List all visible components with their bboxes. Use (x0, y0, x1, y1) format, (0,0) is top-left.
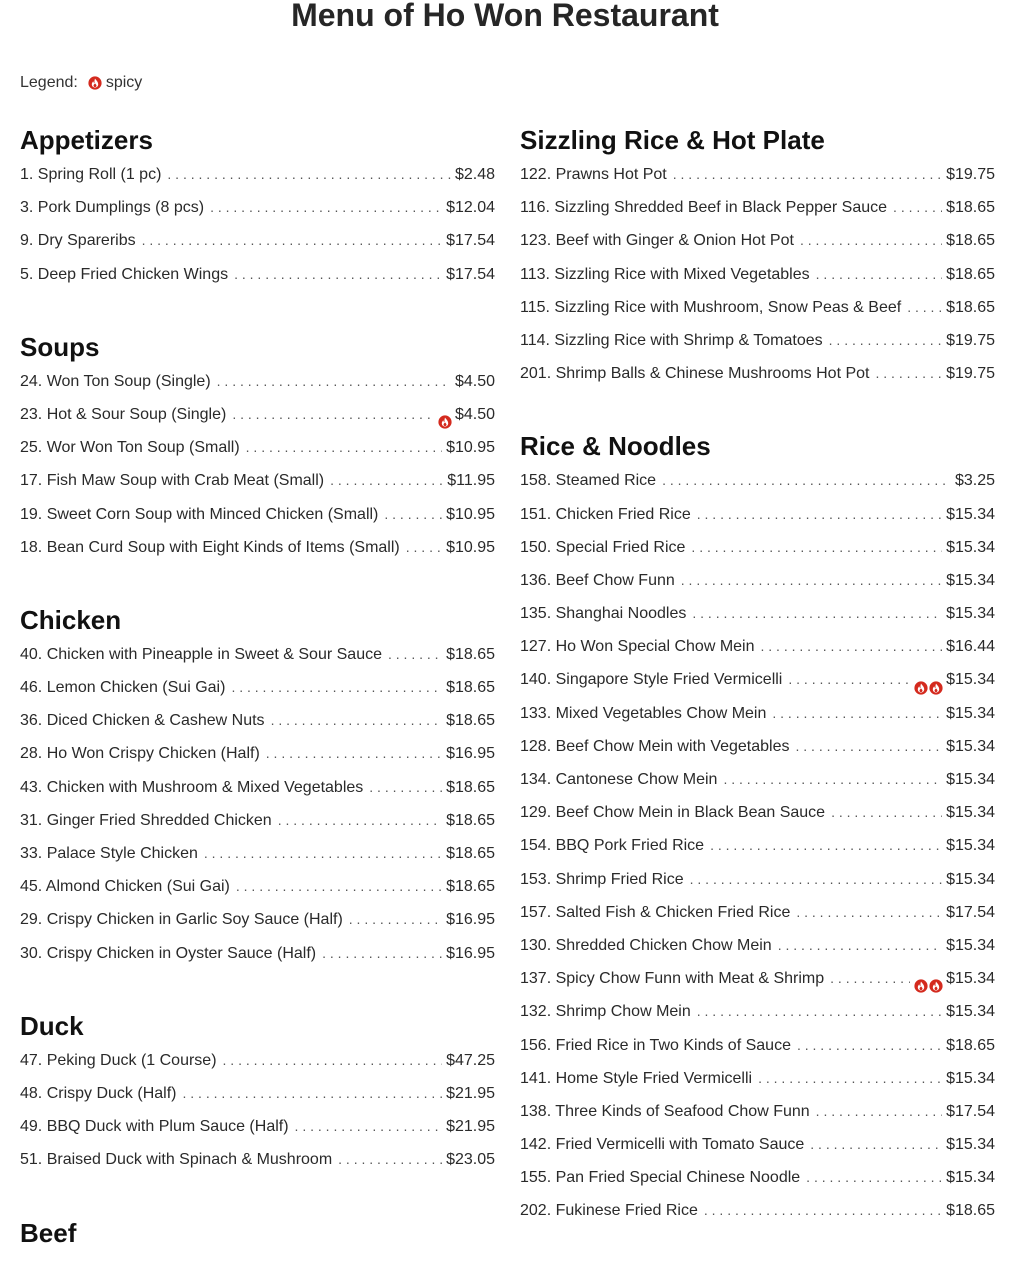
dot-leader (893, 199, 942, 215)
right-column (520, 124, 995, 1268)
legend (20, 74, 142, 92)
menu-item-name: 115. Sizzling Rice with Mushroom, Snow Peas & Beef (520, 298, 902, 316)
menu-item-price: $15.34 (946, 771, 995, 788)
dot-leader (788, 671, 910, 687)
dot-leader (681, 572, 942, 588)
menu-item-price: $18.65 (446, 845, 495, 862)
menu-item (520, 1136, 995, 1169)
menu-item (520, 166, 995, 199)
menu-item-name: 3. Pork Dumplings (8 pcs) (20, 199, 205, 217)
menu-item-price: $18.65 (946, 1202, 995, 1220)
menu-item (520, 771, 995, 804)
menu-item (20, 712, 495, 745)
menu-item-price: $18.65 (946, 232, 995, 250)
dot-leader (691, 539, 942, 555)
dot-leader (662, 472, 951, 488)
menu-item-price: $15.34 (946, 1136, 995, 1154)
flame-icon (914, 978, 928, 996)
menu-item-price: $16.95 (446, 944, 495, 962)
menu-item (520, 1103, 995, 1136)
menu-item (20, 745, 495, 778)
menu-item-price: $15.34 (946, 737, 995, 755)
menu-item (20, 472, 495, 505)
menu-item-name: 133. Mixed Vegetables Chow Mein (520, 704, 767, 722)
menu-item-name: 129. Beef Chow Mein in Black Bean Sauce (520, 804, 826, 822)
flame-icon (88, 74, 102, 92)
dot-leader (710, 837, 942, 853)
menu-item-name: 130. Shredded Chicken Chow Mein (520, 936, 772, 954)
dot-leader (330, 472, 443, 488)
dot-leader (907, 299, 942, 315)
dot-leader (271, 712, 443, 728)
menu-item-price: $19.75 (946, 166, 995, 183)
dot-leader (797, 1037, 942, 1053)
menu-item-price: $47.25 (446, 1051, 495, 1069)
dot-leader (690, 871, 942, 887)
dot-leader (349, 911, 442, 927)
menu-item-name: 30. Crispy Chicken in Oyster Sauce (Half) (20, 944, 317, 962)
menu-section (20, 124, 495, 299)
dot-leader (830, 970, 910, 986)
dot-leader (142, 232, 442, 248)
menu-item-name: 202. Fukinese Fried Rice (520, 1202, 698, 1220)
menu-item-price: $18.65 (946, 265, 995, 283)
menu-item-name: 140. Singapore Style Fried Vermicelli (520, 671, 783, 689)
menu-item-price: $16.95 (446, 911, 495, 929)
menu-item-name: 154. BBQ Pork Fried Rice (520, 837, 705, 855)
menu-item-price: $18.65 (946, 199, 995, 217)
menu-item (520, 837, 995, 870)
menu-item (520, 1070, 995, 1103)
menu-item-price: $10.95 (446, 439, 495, 457)
menu-item-price: $17.54 (446, 232, 495, 250)
menu-item (20, 373, 495, 406)
menu-item (520, 332, 995, 365)
menu-item-name: 150. Special Fried Rice (520, 538, 686, 556)
menu-item (520, 705, 995, 738)
menu-item-name: 157. Salted Fish & Chicken Fried Rice (520, 903, 791, 921)
menu-item-name: 9. Dry Spareribs (20, 232, 136, 250)
menu-item (520, 970, 995, 1003)
menu-item-name: 114. Sizzling Rice with Shrimp & Tomatoes (520, 331, 823, 349)
dot-leader (384, 506, 442, 522)
dot-leader (796, 904, 942, 920)
menu-item-name: 136. Beef Chow Funn (520, 571, 675, 589)
menu-item-price: $18.65 (446, 778, 495, 796)
menu-item-name: 141. Home Style Fried Vermicelli (520, 1069, 753, 1087)
menu-item-price: $21.95 (446, 1118, 495, 1136)
menu-item (520, 365, 995, 398)
menu-item-name: 47. Peking Duck (1 Course) (20, 1051, 217, 1069)
menu-item-name: 156. Fried Rice in Two Kinds of Sauce (520, 1036, 791, 1054)
spicy-indicator (438, 414, 452, 432)
menu-item-price: $18.65 (446, 679, 495, 697)
menu-item-name: 113. Sizzling Rice with Mixed Vegetables (520, 265, 810, 283)
menu-item (20, 1085, 495, 1118)
menu-item (520, 199, 995, 232)
dot-leader (246, 439, 442, 455)
menu-item-price: $15.34 (946, 538, 995, 556)
dot-leader (369, 779, 442, 795)
menu-item (520, 266, 995, 299)
menu-item-name: 1. Spring Roll (1 pc) (20, 166, 162, 183)
dot-leader (800, 232, 942, 248)
menu-item-name: 122. Prawns Hot Pot (520, 166, 667, 183)
dot-leader (697, 506, 942, 522)
menu-item (520, 871, 995, 904)
menu-item-price: $15.34 (946, 1003, 995, 1021)
menu-item-price: $10.95 (446, 538, 495, 556)
menu-item-price: $15.34 (946, 936, 995, 954)
menu-item-name: 28. Ho Won Crispy Chicken (Half) (20, 745, 260, 763)
menu-item-name: 51. Braised Duck with Spinach & Mushroom (20, 1151, 333, 1169)
menu-item (520, 1169, 995, 1202)
legend-label: Legend: (20, 74, 78, 91)
menu-item-name: 5. Deep Fried Chicken Wings (20, 265, 229, 283)
dot-leader (778, 937, 942, 953)
menu-item-price: $18.65 (946, 1036, 995, 1054)
menu-item-price: $12.04 (446, 199, 495, 217)
menu-item (520, 638, 995, 671)
menu-item-price: $17.54 (946, 903, 995, 921)
menu-section (20, 1217, 495, 1249)
menu-item (20, 845, 495, 878)
menu-item-name: 25. Wor Won Ton Soup (Small) (20, 439, 240, 457)
menu-item (20, 911, 495, 944)
menu-item-price: $15.34 (946, 1169, 995, 1187)
dot-leader (406, 539, 442, 555)
dot-leader (234, 266, 442, 282)
menu-item-price: $16.95 (446, 745, 495, 763)
menu-item-name: 127. Ho Won Special Chow Mein (520, 638, 755, 656)
menu-item (520, 472, 995, 505)
menu-item-price: $11.95 (447, 472, 495, 490)
spicy-indicator (914, 679, 943, 697)
menu-item-price: $18.65 (446, 811, 495, 829)
menu-item (20, 878, 495, 911)
legend-spicy-label: spicy (105, 74, 143, 91)
menu-item (20, 406, 495, 439)
menu-item (20, 266, 495, 299)
menu-item-name: 19. Sweet Corn Soup with Minced Chicken (Small) (20, 505, 379, 523)
menu-section (20, 604, 495, 978)
menu-item (20, 679, 495, 712)
menu-item-price: $23.05 (446, 1151, 495, 1169)
menu-item-name: 135. Shanghai Noodles (520, 605, 687, 623)
menu-item (20, 539, 495, 572)
dot-leader (758, 1070, 942, 1086)
menu-item-name: 116. Sizzling Shredded Beef in Black Pepper Sauce (520, 199, 888, 217)
menu-item-name: 49. BBQ Duck with Plum Sauce (Half) (20, 1118, 289, 1136)
dot-leader (673, 166, 942, 182)
left-column (20, 124, 495, 1281)
menu-item (520, 738, 995, 771)
menu-item-price: $2.48 (454, 166, 495, 183)
dot-leader (182, 1085, 442, 1101)
menu-item-price: $15.34 (946, 870, 995, 888)
dot-leader (796, 738, 943, 754)
menu-item (20, 1118, 495, 1151)
menu-item (520, 804, 995, 837)
dot-leader (875, 365, 942, 381)
dot-leader (266, 745, 442, 761)
menu-item-price: $4.50 (454, 372, 495, 390)
menu-item-price: $16.44 (946, 638, 995, 656)
menu-item (520, 232, 995, 265)
menu-item (520, 299, 995, 332)
menu-item-price: $18.65 (446, 645, 495, 663)
dot-leader (338, 1151, 442, 1167)
menu-item (20, 646, 495, 679)
menu-item-name: 23. Hot & Sour Soup (Single) (20, 405, 227, 423)
menu-item (520, 1037, 995, 1070)
menu-item-price: $18.65 (446, 878, 495, 896)
menu-item-name: 142. Fried Vermicelli with Tomato Sauce (520, 1136, 805, 1154)
menu-section (20, 1010, 495, 1185)
menu-item-price: $19.75 (946, 365, 995, 383)
dot-leader (697, 1003, 942, 1019)
menu-item-name: 48. Crispy Duck (Half) (20, 1084, 177, 1102)
dot-leader (831, 804, 942, 820)
menu-item-name: 46. Lemon Chicken (Sui Gai) (20, 679, 226, 697)
flame-icon (914, 679, 928, 697)
flame-icon (929, 679, 943, 697)
menu-item-price: $4.50 (454, 405, 495, 423)
menu-item (20, 1052, 495, 1085)
menu-item-name: 132. Shrimp Chow Mein (520, 1003, 691, 1021)
menu-item-name: 17. Fish Maw Soup with Crab Meat (Small) (20, 472, 325, 490)
dot-leader (829, 332, 942, 348)
menu-item (20, 232, 495, 265)
menu-section (520, 430, 995, 1235)
menu-item (520, 904, 995, 937)
flame-icon (929, 978, 943, 996)
flame-icon (438, 414, 452, 432)
section-heading: Rice & Noodles (520, 431, 711, 462)
menu-item-name: 43. Chicken with Mushroom & Mixed Vegetables (20, 778, 364, 796)
dot-leader (217, 373, 451, 389)
section-heading: Soups (20, 331, 100, 362)
menu-item-price: $21.95 (446, 1084, 495, 1102)
dot-leader (167, 166, 451, 182)
menu-item-price: $15.34 (946, 970, 995, 988)
menu-item (520, 506, 995, 539)
menu-section (520, 124, 995, 398)
dot-leader (761, 638, 943, 654)
menu-item-name: 45. Almond Chicken (Sui Gai) (20, 878, 230, 896)
menu-item-price: $15.34 (946, 571, 995, 589)
menu-item-price: $18.65 (946, 298, 995, 316)
dot-leader (210, 199, 442, 215)
section-heading: Beef (20, 1217, 77, 1248)
menu-item-name: 201. Shrimp Balls & Chinese Mushrooms Hot Pot (520, 365, 870, 383)
dot-leader (816, 1103, 942, 1119)
section-heading: Duck (20, 1010, 84, 1041)
menu-item (520, 937, 995, 970)
menu-item (20, 506, 495, 539)
dot-leader (723, 771, 942, 787)
dot-leader (236, 878, 442, 894)
menu-item-price: $15.34 (946, 704, 995, 722)
dot-leader (704, 1202, 942, 1218)
menu-item-price: $19.75 (946, 331, 995, 349)
page-title: Menu of Ho Won Restaurant (291, 0, 719, 33)
menu-item-price: $17.54 (946, 1102, 995, 1120)
dot-leader (231, 679, 442, 695)
spicy-indicator (914, 978, 943, 996)
menu-item (520, 1202, 995, 1235)
dot-leader (692, 605, 942, 621)
menu-item-name: 138. Three Kinds of Seafood Chow Funn (520, 1102, 810, 1120)
menu-item-price: $18.65 (446, 712, 495, 730)
menu-item-name: 137. Spicy Chow Funn with Meat & Shrimp (520, 970, 825, 988)
dot-leader (204, 845, 442, 861)
menu-item-price: $10.95 (446, 505, 495, 523)
menu-item (20, 166, 495, 199)
menu-item-name: 31. Ginger Fried Shredded Chicken (20, 811, 272, 829)
menu-section (20, 331, 495, 572)
menu-item-name: 158. Steamed Rice (520, 472, 657, 490)
dot-leader (322, 945, 442, 961)
menu-item-price: $15.34 (946, 804, 995, 822)
section-heading: Chicken (20, 604, 122, 635)
dot-leader (295, 1118, 443, 1134)
menu-item-name: 123. Beef with Ginger & Onion Hot Pot (520, 232, 794, 250)
menu-item (520, 605, 995, 638)
menu-item-price: $17.54 (446, 265, 495, 283)
menu-item-price: $3.25 (954, 472, 995, 490)
dot-leader (278, 812, 442, 828)
menu-item-price: $15.34 (946, 605, 995, 623)
menu-item (520, 671, 995, 704)
menu-item (520, 539, 995, 572)
dot-leader (232, 406, 434, 422)
section-heading: Appetizers (20, 125, 153, 155)
menu-item (20, 812, 495, 845)
menu-item (20, 439, 495, 472)
dot-leader (810, 1136, 942, 1152)
menu-item (20, 1151, 495, 1184)
menu-item-name: 18. Bean Curd Soup with Eight Kinds of Items (Small) (20, 538, 400, 556)
menu-item-price: $15.34 (946, 1069, 995, 1087)
dot-leader (806, 1169, 942, 1185)
menu-item-name: 153. Shrimp Fried Rice (520, 870, 684, 888)
dot-leader (816, 266, 942, 282)
menu-item-name: 134. Cantonese Chow Mein (520, 771, 718, 788)
menu-item (20, 945, 495, 978)
menu-item-price: $15.34 (946, 837, 995, 855)
menu-item-name: 24. Won Ton Soup (Single) (20, 372, 211, 390)
menu-item-name: 29. Crispy Chicken in Garlic Soy Sauce (Half) (20, 911, 343, 929)
dot-leader (223, 1052, 443, 1068)
menu-item-price: $15.34 (946, 505, 995, 523)
menu-item-name: 36. Diced Chicken & Cashew Nuts (20, 712, 265, 730)
menu-item (20, 779, 495, 812)
menu-item (520, 572, 995, 605)
menu-item-name: 40. Chicken with Pineapple in Sweet & Sour Sauce (20, 645, 382, 663)
menu-item (520, 1003, 995, 1036)
dot-leader (388, 646, 442, 662)
menu-item-name: 128. Beef Chow Mein with Vegetables (520, 737, 790, 755)
section-heading: Sizzling Rice & Hot Plate (520, 125, 825, 155)
menu-item-name: 151. Chicken Fried Rice (520, 505, 691, 523)
menu-item-name: 155. Pan Fried Special Chinese Noodle (520, 1169, 801, 1187)
dot-leader (772, 705, 942, 721)
menu-item-name: 33. Palace Style Chicken (20, 845, 198, 862)
menu-item (20, 199, 495, 232)
menu-item-price: $15.34 (946, 671, 995, 689)
